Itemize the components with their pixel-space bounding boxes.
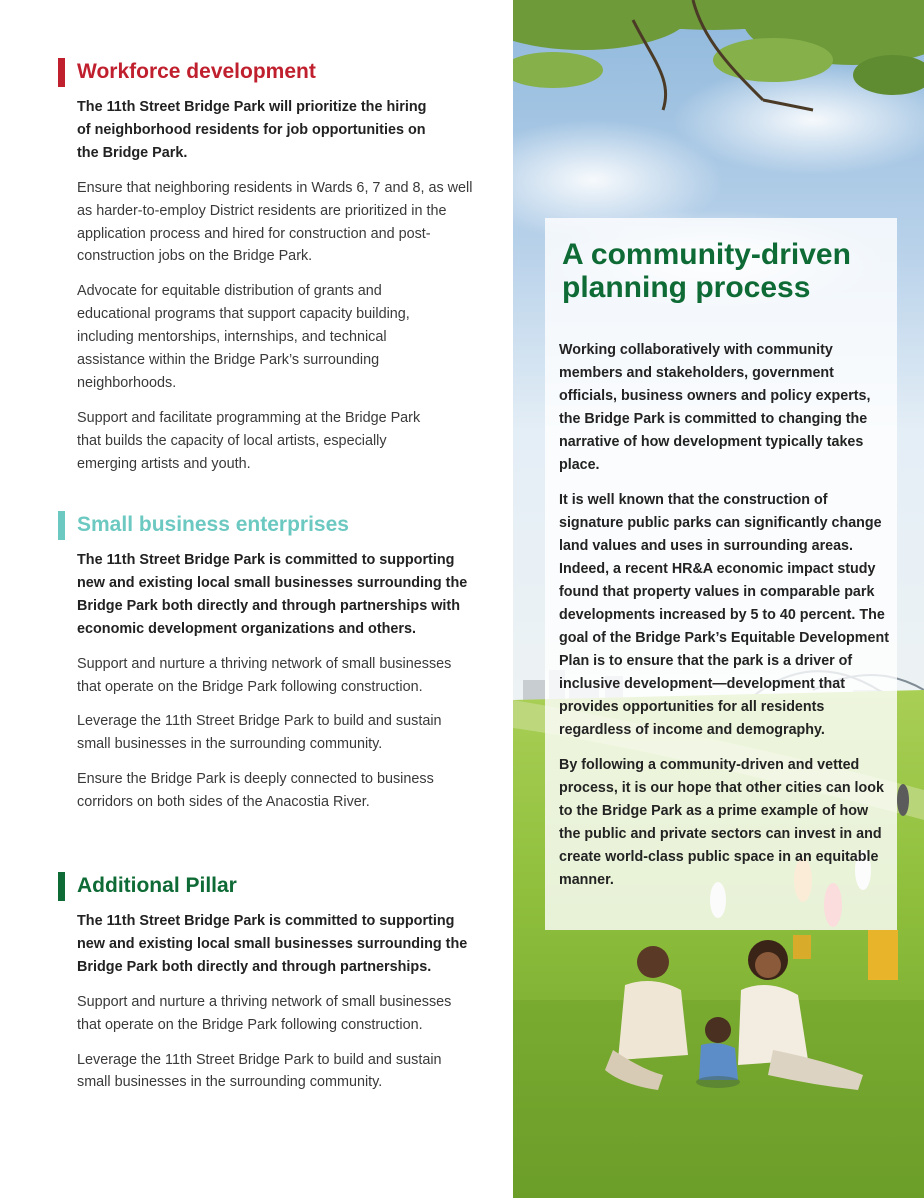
section-heading xyxy=(58,511,478,541)
section-paragraph: Leverage the 11th Street Bridge Park to build and sustain small businesses in the surrounding community. xyxy=(77,713,442,753)
section-title: Small business enterprises xyxy=(77,513,349,536)
panel-body xyxy=(559,339,889,904)
section-title: Additional Pillar xyxy=(77,874,237,897)
park-photo xyxy=(513,0,924,1198)
section-body xyxy=(58,549,478,814)
info-panel xyxy=(545,218,897,930)
section-lead: The 11th Street Bridge Park is committed to supporting new and existing local small businesses surrounding the Bridge Park both directly and through partnerships with economic development organizations and others. xyxy=(77,552,468,637)
section-title: Workforce development xyxy=(77,60,316,83)
panel-title: A community-driven planning process xyxy=(562,238,851,304)
section-body xyxy=(58,910,478,1094)
section-heading xyxy=(58,58,478,88)
section-paragraph: Support and facilitate programming at the Bridge Park that builds the capacity of local artists, especially emerging artists and youth. xyxy=(77,409,421,472)
section-small-business xyxy=(58,511,478,826)
section-paragraph: Support and nurture a thriving network of small businesses that operate on the Bridge Park following construction. xyxy=(77,655,452,695)
section-paragraph: Support and nurture a thriving network of small businesses that operate on the Bridge Park following construction. xyxy=(77,993,452,1033)
section-lead: The 11th Street Bridge Park is committed to supporting new and existing local small businesses surrounding the Bridge Park both directly and through partnerships. xyxy=(77,913,468,975)
section-workforce xyxy=(58,58,478,488)
section-additional-pillar xyxy=(58,872,478,1106)
section-heading xyxy=(58,872,478,902)
heading-accent-bar xyxy=(58,872,65,901)
section-body xyxy=(58,96,478,476)
section-paragraph: Advocate for equitable distribution of grants and educational programs that support capacity building, including mentorships, internships, and technical assistance within the Bridge Park’s surrounding neighborhoods. xyxy=(77,283,410,391)
section-paragraph: Ensure that neighboring residents in Wards 6, 7 and 8, as well as harder-to-employ District residents are prioritized in the application process and hired for construction and post-construction jobs on the Bridge Park. xyxy=(77,179,473,265)
panel-paragraph: By following a community-driven and vetted process, it is our hope that other cities can look to the Bridge Park as a prime example of how the public and private sectors can invest in and create world-class public space in an equitable manner. xyxy=(559,757,884,888)
panel-paragraph: Working collaboratively with community members and stakeholders, government officials, business owners and policy experts, the Bridge Park is committed to changing the narrative of how development typically takes place. xyxy=(559,342,871,473)
heading-accent-bar xyxy=(58,58,65,87)
section-paragraph: Leverage the 11th Street Bridge Park to build and sustain small businesses in the surrounding community. xyxy=(77,1051,442,1091)
heading-accent-bar xyxy=(58,511,65,540)
panel-paragraph: It is well known that the construction of signature public parks can significantly change land values and uses in surrounding areas. Indeed, a recent HR&A economic impact study found that property values in comparable park developments increased by 5 to 40 percent. The goal of the Bridge Park’s Equitable Development Plan is to ensure that the park is a driver of inclusive development—development that provides opportunities for all residents regardless of income and demography. xyxy=(559,492,889,738)
section-paragraph: Ensure the Bridge Park is deeply connected to business corridors on both sides of the Anacostia River. xyxy=(77,771,434,811)
section-lead: The 11th Street Bridge Park will prioritize the hiring of neighborhood residents for job opportunities on the Bridge Park. xyxy=(77,99,427,161)
